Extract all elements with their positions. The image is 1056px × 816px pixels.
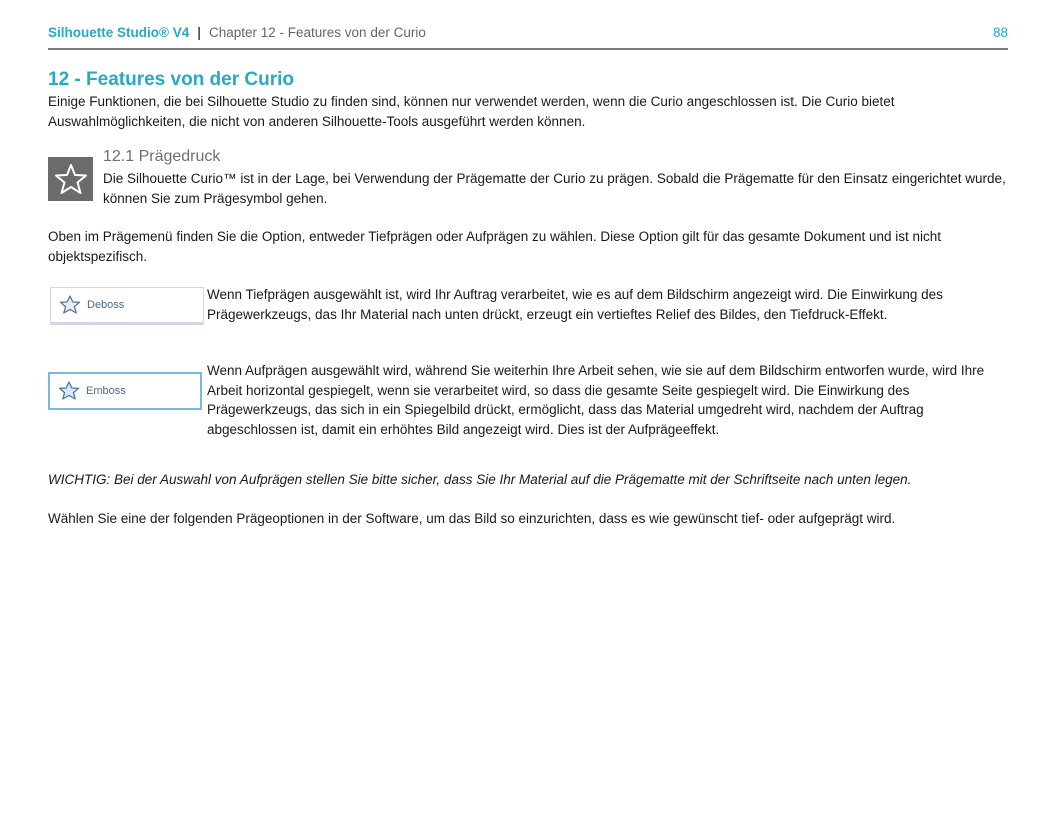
star-icon — [56, 381, 82, 401]
subsection-title: 12.1 Prägedruck — [103, 148, 221, 165]
subsection-text: Die Silhouette Curio™ ist in der Lage, bei Verwendung der Prägematte der Curio zu prägen. Sobald die Prägematte für den Einsatz eingerichtet wurde, können Sie zum Prägesymbol gehen. — [103, 171, 1006, 206]
embossing-star-icon-box — [48, 157, 93, 201]
page-header — [48, 24, 1008, 50]
deboss-label: Deboss — [87, 299, 125, 311]
header-chapter: Chapter 12 - Features von der Curio — [208, 25, 426, 40]
star-icon — [54, 162, 88, 196]
section-intro: Einige Funktionen, die bei Silhouette Studio zu finden sind, können nur verwendet werden, wenn die Curio angeschlossen ist. Die Curio bietet Auswahlmöglichkeiten, die nicht von anderen Silhouette-Tools ausgeführt werden können. — [48, 94, 895, 129]
header-separator: | — [197, 25, 201, 40]
deboss-description: Wenn Tiefprägen ausgewählt ist, wird Ihr Auftrag verarbeitet, wie es auf dem Bildschirm angezeigt wird. Die Einwirkung des Prägewerkzeugs, das Ihr Material nach unten drückt, erzeugt ein vertieftes Relief des Bildes, den Tiefdruck-Effekt. — [207, 287, 943, 322]
emboss-label: Emboss — [86, 385, 126, 397]
closing-paragraph: Wählen Sie eine der folgenden Prägeoptionen in der Software, um das Bild so einzurichten, dass es wie gewünscht tief- oder aufgeprägt wird. — [48, 511, 896, 526]
header-brand: Silhouette Studio® V4 — [48, 25, 190, 40]
section-title: 12 - Features von der Curio — [48, 69, 295, 90]
deboss-button[interactable] — [50, 287, 204, 325]
options-paragraph: Oben im Prägemenü finden Sie die Option, entweder Tiefprägen oder Aufprägen zu wählen. Diese Option gilt für das gesamte Dokument und ist nicht objektspezifisch. — [48, 229, 942, 264]
page-number: 88 — [992, 25, 1008, 40]
star-icon — [57, 295, 83, 315]
emboss-description: Wenn Aufprägen ausgewählt wird, während Sie weiterhin Ihre Arbeit sehen, wie sie auf dem Bildschirm entworfen wurde, wird Ihre Arbeit horizontal gespiegelt, wenn sie verarbeitet wird, so dass die gesamte Seite gespiegelt wird. Die Einwirkung des Prägewerkzeugs, das sich in ein Spiegelbild drückt, ermöglicht, dass das Material umgedreht wird, nachdem der Auftrag abgeschlossen ist, damit ein erhöhtes Bild angezeigt wird. Dies ist der Aufprägeeffekt. — [207, 363, 985, 437]
important-note: WICHTIG: Bei der Auswahl von Aufprägen stellen Sie bitte sicher, dass Sie Ihr Material auf die Prägematte mit der Schriftseite nach unten legen. — [48, 472, 912, 487]
emboss-button[interactable] — [48, 372, 202, 410]
